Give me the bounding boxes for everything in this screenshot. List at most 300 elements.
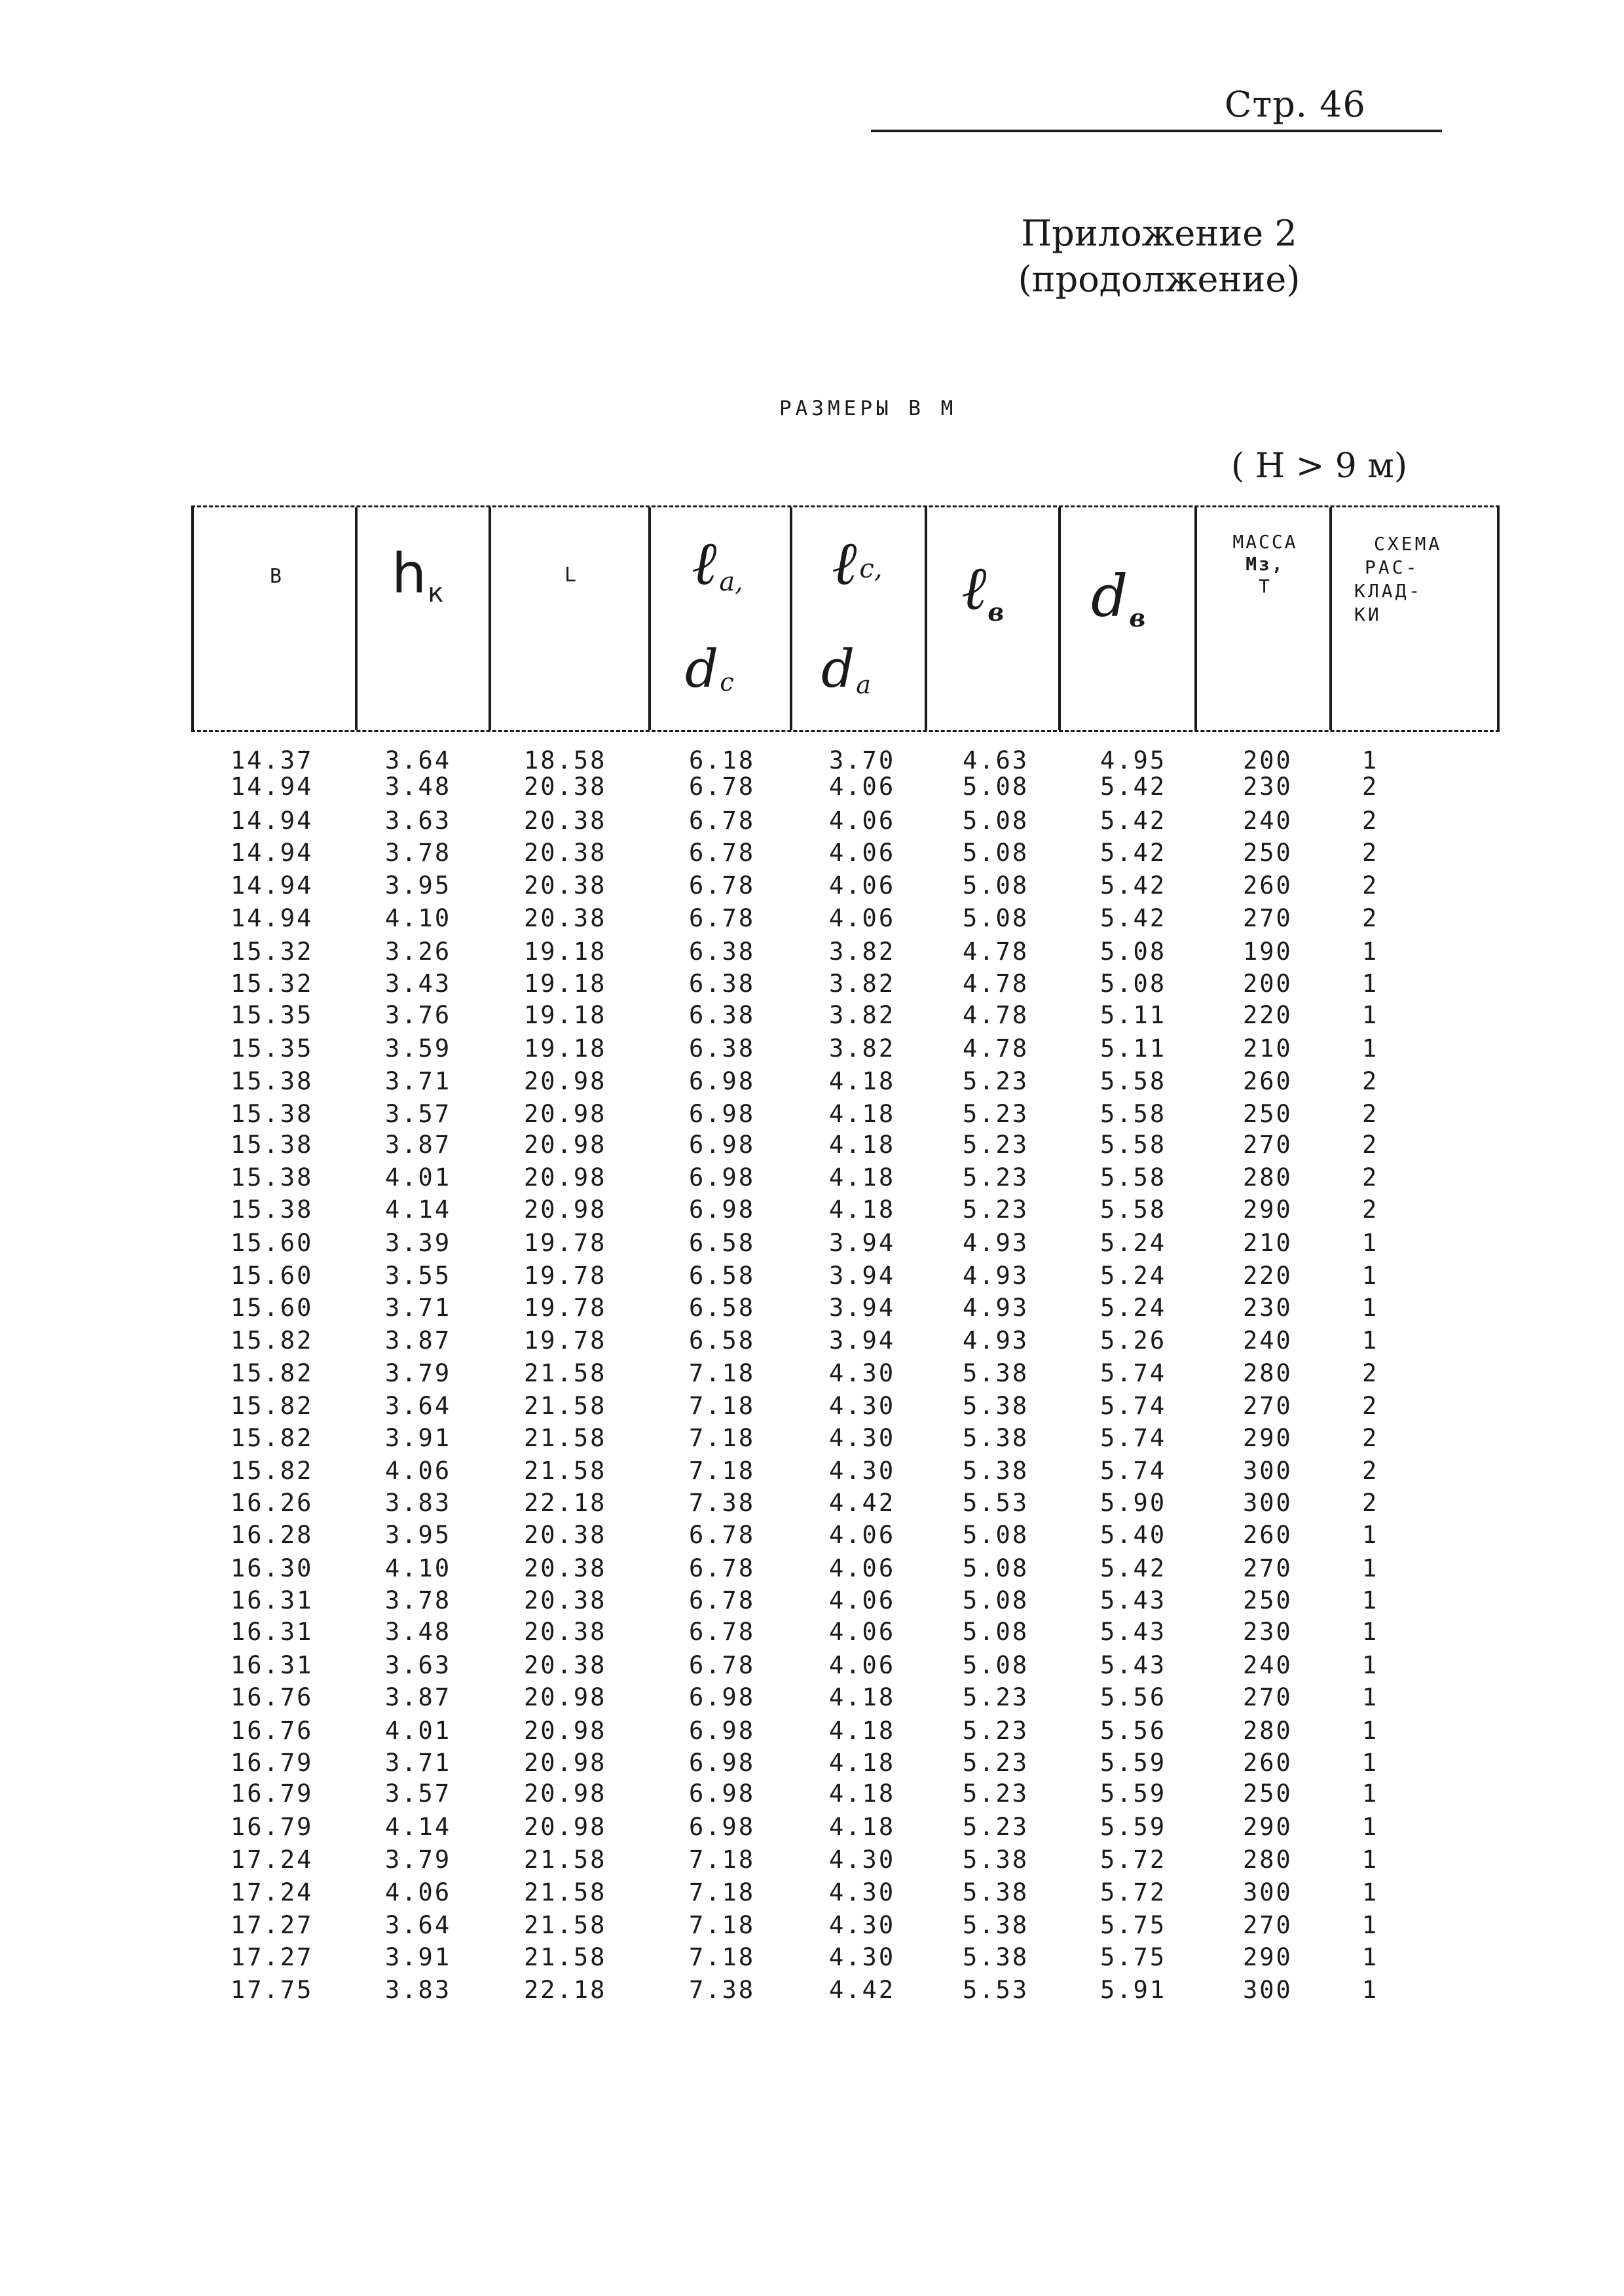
- cell-db: 5.75: [1100, 1943, 1167, 1971]
- cell-hk: 3.55: [385, 1262, 452, 1290]
- cell-lc-da: 4.06: [829, 1554, 896, 1582]
- cell-hk: 4.01: [385, 1717, 452, 1745]
- cell-db: 5.74: [1100, 1392, 1167, 1420]
- cell-mass: 250: [1243, 839, 1293, 867]
- cell-L: 21.58: [524, 1424, 607, 1452]
- cell-hk: 3.48: [385, 773, 452, 801]
- header-mass-label: МАССА Мз, Т: [1232, 531, 1298, 597]
- cell-db: 5.74: [1100, 1457, 1167, 1485]
- cell-scheme: 1: [1362, 1229, 1379, 1257]
- cell-b: 16.79: [231, 1813, 314, 1841]
- cell-hk: 3.26: [385, 938, 452, 966]
- cell-hk: 3.83: [385, 1976, 452, 2004]
- cell-scheme: 2: [1362, 1131, 1379, 1159]
- cell-mass: 270: [1243, 1911, 1293, 1939]
- cell-db: 5.24: [1100, 1229, 1167, 1257]
- cell-L: 19.18: [524, 938, 607, 966]
- cell-lb: 5.38: [963, 1359, 1029, 1387]
- cell-scheme: 1: [1362, 1749, 1379, 1777]
- cell-scheme: 2: [1362, 871, 1379, 900]
- cell-mass: 270: [1243, 1683, 1293, 1711]
- cell-L: 22.18: [524, 1489, 607, 1517]
- header-da-label: da: [821, 638, 871, 699]
- cell-lc-da: 4.18: [829, 1717, 896, 1745]
- cell-la-dc: 7.18: [689, 1911, 756, 1939]
- cell-la-dc: 6.78: [689, 1521, 756, 1549]
- cell-b: 14.94: [231, 904, 314, 932]
- cell-mass: 240: [1243, 1651, 1293, 1679]
- table-row: [0, 1163, 1624, 1196]
- header-col-scheme: [1329, 507, 1500, 730]
- cell-L: 21.58: [524, 1392, 607, 1420]
- cell-mass: 220: [1243, 1262, 1293, 1290]
- table-row: [0, 1229, 1624, 1262]
- cell-la-dc: 6.38: [689, 1001, 756, 1029]
- table-row: [0, 1034, 1624, 1067]
- cell-L: 21.58: [524, 1911, 607, 1939]
- cell-scheme: 1: [1362, 1001, 1379, 1029]
- cell-L: 20.98: [524, 1749, 607, 1777]
- cell-lc-da: 4.30: [829, 1878, 896, 1906]
- table-row: [0, 970, 1624, 1002]
- cell-hk: 3.79: [385, 1846, 452, 1874]
- cell-scheme: 1: [1362, 970, 1379, 998]
- table-row: [0, 1067, 1624, 1100]
- cell-b: 15.60: [231, 1262, 314, 1290]
- cell-b: 15.60: [231, 1229, 314, 1257]
- cell-la-dc: 6.58: [689, 1229, 756, 1257]
- cell-la-dc: 6.98: [689, 1749, 756, 1777]
- cell-b: 15.35: [231, 1034, 314, 1063]
- cell-lc-da: 3.82: [829, 938, 896, 966]
- cell-lb: 5.23: [963, 1163, 1029, 1192]
- cell-lb: 4.93: [963, 1262, 1029, 1290]
- cell-lc-da: 3.82: [829, 1001, 896, 1029]
- cell-mass: 260: [1243, 1749, 1293, 1777]
- cell-lb: 4.78: [963, 970, 1029, 998]
- cell-lc-da: 4.30: [829, 1943, 896, 1971]
- cell-lb: 5.23: [963, 1717, 1029, 1745]
- cell-la-dc: 6.78: [689, 839, 756, 867]
- table-row: [0, 839, 1624, 871]
- table-row: [0, 1683, 1624, 1716]
- cell-lc-da: 4.18: [829, 1683, 896, 1711]
- cell-hk: 3.95: [385, 871, 452, 900]
- cell-hk: 3.43: [385, 970, 452, 998]
- cell-la-dc: 7.18: [689, 1943, 756, 1971]
- cell-mass: 300: [1243, 1489, 1293, 1517]
- cell-lc-da: 3.94: [829, 1326, 896, 1355]
- cell-mass: 290: [1243, 1813, 1293, 1841]
- cell-scheme: 1: [1362, 1813, 1379, 1841]
- cell-lb: 5.08: [963, 1554, 1029, 1582]
- table-row: [0, 1846, 1624, 1878]
- cell-lc-da: 4.18: [829, 1131, 896, 1159]
- cell-scheme: 1: [1362, 746, 1379, 774]
- appendix-heading: [930, 211, 1388, 302]
- cell-db: 5.11: [1100, 1034, 1167, 1063]
- cell-mass: 300: [1243, 1878, 1293, 1906]
- cell-la-dc: 7.18: [689, 1392, 756, 1420]
- cell-lc-da: 3.94: [829, 1294, 896, 1322]
- header-col-hk: [355, 507, 489, 730]
- cell-b: 15.82: [231, 1424, 314, 1452]
- cell-lb: 5.23: [963, 1100, 1029, 1128]
- cell-b: 17.27: [231, 1911, 314, 1939]
- header-dc-label: dc: [685, 638, 734, 699]
- cell-b: 16.76: [231, 1717, 314, 1745]
- cell-mass: 300: [1243, 1457, 1293, 1485]
- cell-la-dc: 6.98: [689, 1131, 756, 1159]
- appendix-subtitle: (продолжение): [1018, 259, 1301, 300]
- cell-lb: 5.23: [963, 1195, 1029, 1224]
- cell-lb: 5.38: [963, 1846, 1029, 1874]
- cell-db: 5.11: [1100, 1001, 1167, 1029]
- units-caption: РАЗМЕРЫ В М: [779, 397, 957, 420]
- table-row: [0, 1651, 1624, 1684]
- cell-scheme: 2: [1362, 1100, 1379, 1128]
- cell-mass: 230: [1243, 773, 1293, 801]
- cell-scheme: 1: [1362, 1846, 1379, 1874]
- cell-scheme: 2: [1362, 1359, 1379, 1387]
- cell-hk: 3.87: [385, 1683, 452, 1711]
- cell-mass: 280: [1243, 1717, 1293, 1745]
- cell-mass: 270: [1243, 1131, 1293, 1159]
- cell-mass: 220: [1243, 1001, 1293, 1029]
- cell-la-dc: 6.58: [689, 1262, 756, 1290]
- cell-db: 5.24: [1100, 1262, 1167, 1290]
- cell-b: 16.79: [231, 1749, 314, 1777]
- cell-lc-da: 4.18: [829, 1100, 896, 1128]
- cell-la-dc: 6.78: [689, 807, 756, 835]
- cell-scheme: 1: [1362, 1262, 1379, 1290]
- cell-b: 15.35: [231, 1001, 314, 1029]
- table-row: [0, 1586, 1624, 1619]
- cell-lb: 5.53: [963, 1976, 1029, 2004]
- cell-la-dc: 6.98: [689, 1195, 756, 1224]
- cell-hk: 4.06: [385, 1878, 452, 1906]
- cell-b: 14.94: [231, 871, 314, 900]
- cell-L: 20.38: [524, 807, 607, 835]
- cell-lc-da: 3.82: [829, 1034, 896, 1063]
- cell-db: 5.42: [1100, 1554, 1167, 1582]
- cell-lb: 5.08: [963, 839, 1029, 867]
- cell-hk: 3.91: [385, 1943, 452, 1971]
- header-scheme-label: СХЕМА РАС- КЛАД- КИ: [1354, 533, 1443, 625]
- cell-la-dc: 6.98: [689, 1163, 756, 1192]
- cell-db: 5.56: [1100, 1683, 1167, 1711]
- cell-b: 16.31: [231, 1586, 314, 1614]
- cell-lb: 5.38: [963, 1392, 1029, 1420]
- cell-L: 20.38: [524, 1618, 607, 1646]
- cell-lc-da: 4.42: [829, 1976, 896, 2004]
- cell-lc-da: 3.82: [829, 970, 896, 998]
- cell-b: 14.94: [231, 773, 314, 801]
- cell-scheme: 1: [1362, 1717, 1379, 1745]
- cell-b: 15.60: [231, 1294, 314, 1322]
- cell-db: 5.59: [1100, 1813, 1167, 1841]
- cell-L: 20.38: [524, 904, 607, 932]
- cell-lc-da: 4.06: [829, 773, 896, 801]
- cell-hk: 4.01: [385, 1163, 452, 1192]
- cell-db: 5.43: [1100, 1586, 1167, 1614]
- header-col-la-dc: [648, 507, 790, 730]
- cell-b: 16.31: [231, 1618, 314, 1646]
- cell-hk: 4.14: [385, 1813, 452, 1841]
- cell-b: 17.75: [231, 1976, 314, 2004]
- cell-lc-da: 3.70: [829, 746, 896, 774]
- table-row: [0, 1195, 1624, 1228]
- cell-scheme: 2: [1362, 1163, 1379, 1192]
- cell-lb: 4.78: [963, 1034, 1029, 1063]
- cell-hk: 4.14: [385, 1195, 452, 1224]
- cell-lb: 4.93: [963, 1326, 1029, 1355]
- cell-db: 5.26: [1100, 1326, 1167, 1355]
- cell-b: 15.82: [231, 1392, 314, 1420]
- table-row: [0, 1878, 1624, 1911]
- header-b-label: В: [270, 565, 282, 588]
- cell-db: 5.42: [1100, 871, 1167, 900]
- cell-mass: 240: [1243, 1326, 1293, 1355]
- cell-L: 19.18: [524, 1034, 607, 1063]
- cell-db: 5.43: [1100, 1618, 1167, 1646]
- cell-lc-da: 4.30: [829, 1359, 896, 1387]
- cell-b: 16.28: [231, 1521, 314, 1549]
- cell-b: 14.37: [231, 746, 314, 774]
- cell-b: 15.32: [231, 970, 314, 998]
- cell-b: 16.79: [231, 1779, 314, 1808]
- table-row: [0, 1294, 1624, 1326]
- cell-scheme: 1: [1362, 1521, 1379, 1549]
- cell-mass: 300: [1243, 1976, 1293, 2004]
- cell-db: 5.58: [1100, 1131, 1167, 1159]
- cell-lc-da: 4.42: [829, 1489, 896, 1517]
- header-db-label: dв: [1091, 562, 1146, 632]
- cell-L: 20.38: [524, 773, 607, 801]
- cell-scheme: 2: [1362, 773, 1379, 801]
- cell-L: 20.98: [524, 1195, 607, 1224]
- cell-L: 18.58: [524, 746, 607, 774]
- cell-mass: 280: [1243, 1846, 1293, 1874]
- cell-lb: 4.93: [963, 1229, 1029, 1257]
- cell-scheme: 2: [1362, 1392, 1379, 1420]
- cell-scheme: 1: [1362, 1294, 1379, 1322]
- cell-db: 5.43: [1100, 1651, 1167, 1679]
- cell-scheme: 1: [1362, 1618, 1379, 1646]
- table-row: [0, 1131, 1624, 1163]
- header-col-mass: [1194, 507, 1329, 730]
- cell-scheme: 2: [1362, 807, 1379, 835]
- cell-scheme: 1: [1362, 1326, 1379, 1355]
- table-row: [0, 807, 1624, 839]
- cell-hk: 3.78: [385, 839, 452, 867]
- header-lc-label: ℓc,: [832, 528, 883, 598]
- cell-lc-da: 4.06: [829, 1586, 896, 1614]
- cell-la-dc: 6.78: [689, 1618, 756, 1646]
- table-row: [0, 1001, 1624, 1034]
- cell-mass: 230: [1243, 1618, 1293, 1646]
- cell-L: 20.98: [524, 1683, 607, 1711]
- header-lb-label: ℓв: [961, 553, 1005, 627]
- cell-la-dc: 6.78: [689, 1651, 756, 1679]
- cell-scheme: 2: [1362, 1424, 1379, 1452]
- cell-mass: 290: [1243, 1943, 1293, 1971]
- cell-la-dc: 6.78: [689, 773, 756, 801]
- cell-L: 20.98: [524, 1717, 607, 1745]
- header-col-db: [1058, 507, 1194, 730]
- cell-lc-da: 3.94: [829, 1229, 896, 1257]
- cell-lc-da: 4.06: [829, 1521, 896, 1549]
- cell-lb: 5.38: [963, 1911, 1029, 1939]
- cell-db: 5.40: [1100, 1521, 1167, 1549]
- table-row: [0, 1911, 1624, 1944]
- cell-la-dc: 6.78: [689, 871, 756, 900]
- cell-lc-da: 4.06: [829, 1618, 896, 1646]
- cell-lb: 5.23: [963, 1683, 1029, 1711]
- cell-L: 20.38: [524, 1586, 607, 1614]
- cell-db: 5.42: [1100, 839, 1167, 867]
- cell-hk: 3.48: [385, 1618, 452, 1646]
- cell-lb: 5.08: [963, 871, 1029, 900]
- cell-b: 17.24: [231, 1846, 314, 1874]
- cell-lb: 5.38: [963, 1878, 1029, 1906]
- cell-la-dc: 6.78: [689, 1554, 756, 1582]
- cell-la-dc: 6.98: [689, 1717, 756, 1745]
- cell-hk: 4.06: [385, 1457, 452, 1485]
- cell-hk: 3.76: [385, 1001, 452, 1029]
- table-row: [0, 871, 1624, 904]
- cell-lc-da: 4.18: [829, 1749, 896, 1777]
- cell-scheme: 1: [1362, 1878, 1379, 1906]
- cell-lb: 4.63: [963, 746, 1029, 774]
- cell-db: 5.59: [1100, 1779, 1167, 1808]
- cell-lc-da: 4.18: [829, 1779, 896, 1808]
- table-row: [0, 1943, 1624, 1976]
- cell-scheme: 1: [1362, 1651, 1379, 1679]
- cell-la-dc: 7.18: [689, 1846, 756, 1874]
- cell-scheme: 1: [1362, 1911, 1379, 1939]
- cell-b: 17.27: [231, 1943, 314, 1971]
- cell-mass: 260: [1243, 1067, 1293, 1095]
- cell-scheme: 2: [1362, 1489, 1379, 1517]
- cell-L: 20.38: [524, 1521, 607, 1549]
- cell-L: 19.78: [524, 1229, 607, 1257]
- appendix-title: Приложение 2: [1021, 213, 1297, 254]
- table-row: [0, 1457, 1624, 1489]
- table-row: [0, 1326, 1624, 1359]
- cell-hk: 3.57: [385, 1100, 452, 1128]
- cell-mass: 210: [1243, 1229, 1293, 1257]
- cell-L: 20.38: [524, 839, 607, 867]
- cell-lb: 4.78: [963, 1001, 1029, 1029]
- cell-hk: 3.78: [385, 1586, 452, 1614]
- header-col-lb: [925, 507, 1058, 730]
- table-row: [0, 1976, 1624, 2009]
- header-hk-label: hк: [392, 541, 444, 608]
- cell-db: 5.91: [1100, 1976, 1167, 2004]
- cell-hk: 3.91: [385, 1424, 452, 1452]
- cell-mass: 290: [1243, 1195, 1293, 1224]
- cell-hk: 3.79: [385, 1359, 452, 1387]
- cell-hk: 4.10: [385, 904, 452, 932]
- cell-scheme: 1: [1362, 938, 1379, 966]
- table-row: [0, 1392, 1624, 1425]
- cell-L: 22.18: [524, 1976, 607, 2004]
- cell-mass: 200: [1243, 970, 1293, 998]
- cell-mass: 280: [1243, 1359, 1293, 1387]
- table-row: [0, 1618, 1624, 1650]
- cell-la-dc: 6.98: [689, 1100, 756, 1128]
- cell-mass: 270: [1243, 1554, 1293, 1582]
- cell-mass: 270: [1243, 1392, 1293, 1420]
- cell-lb: 5.38: [963, 1943, 1029, 1971]
- cell-lc-da: 4.30: [829, 1911, 896, 1939]
- cell-db: 5.58: [1100, 1163, 1167, 1192]
- cell-mass: 200: [1243, 746, 1293, 774]
- cell-scheme: 1: [1362, 1034, 1379, 1063]
- header-col-L: [489, 507, 648, 730]
- cell-lb: 5.23: [963, 1779, 1029, 1808]
- cell-lc-da: 4.06: [829, 871, 896, 900]
- cell-scheme: 2: [1362, 904, 1379, 932]
- cell-mass: 250: [1243, 1586, 1293, 1614]
- cell-b: 15.38: [231, 1100, 314, 1128]
- cell-lb: 5.38: [963, 1424, 1029, 1452]
- cell-scheme: 1: [1362, 1976, 1379, 2004]
- cell-b: 16.31: [231, 1651, 314, 1679]
- cell-lc-da: 4.30: [829, 1392, 896, 1420]
- cell-lc-da: 4.30: [829, 1457, 896, 1485]
- cell-L: 20.98: [524, 1779, 607, 1808]
- table-row: [0, 904, 1624, 937]
- cell-la-dc: 6.18: [689, 746, 756, 774]
- cell-db: 5.42: [1100, 904, 1167, 932]
- cell-mass: 210: [1243, 1034, 1293, 1063]
- cell-db: 5.42: [1100, 807, 1167, 835]
- header-col-lc-da: [790, 507, 925, 730]
- cell-hk: 3.39: [385, 1229, 452, 1257]
- table-row: [0, 1100, 1624, 1133]
- cell-L: 20.98: [524, 1100, 607, 1128]
- cell-la-dc: 7.18: [689, 1359, 756, 1387]
- cell-mass: 190: [1243, 938, 1293, 966]
- cell-la-dc: 6.38: [689, 970, 756, 998]
- cell-lb: 5.23: [963, 1749, 1029, 1777]
- cell-lb: 4.93: [963, 1294, 1029, 1322]
- cell-lc-da: 4.06: [829, 807, 896, 835]
- cell-lb: 5.08: [963, 1618, 1029, 1646]
- cell-b: 16.76: [231, 1683, 314, 1711]
- cell-lc-da: 4.18: [829, 1163, 896, 1192]
- cell-la-dc: 6.98: [689, 1067, 756, 1095]
- cell-db: 5.72: [1100, 1878, 1167, 1906]
- cell-hk: 3.83: [385, 1489, 452, 1517]
- cell-L: 20.98: [524, 1131, 607, 1159]
- cell-db: 5.74: [1100, 1359, 1167, 1387]
- cell-mass: 290: [1243, 1424, 1293, 1452]
- cell-lb: 5.08: [963, 807, 1029, 835]
- cell-db: 5.74: [1100, 1424, 1167, 1452]
- cell-hk: 3.64: [385, 1392, 452, 1420]
- page-number: Стр. 46: [1225, 84, 1366, 125]
- table-row: [0, 938, 1624, 970]
- cell-lc-da: 4.06: [829, 1651, 896, 1679]
- cell-hk: 3.87: [385, 1131, 452, 1159]
- cell-lc-da: 4.18: [829, 1067, 896, 1095]
- cell-scheme: 1: [1362, 1554, 1379, 1582]
- cell-b: 16.26: [231, 1489, 314, 1517]
- cell-lb: 5.08: [963, 1521, 1029, 1549]
